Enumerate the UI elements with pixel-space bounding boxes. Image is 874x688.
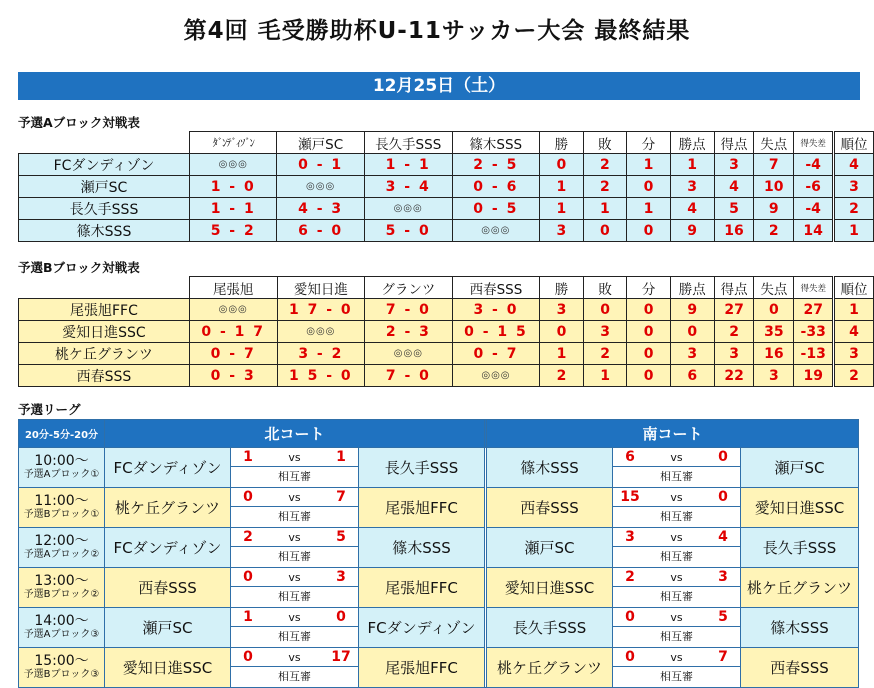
team-name: 篠木SSS <box>741 608 859 648</box>
stat-cell: 0 <box>583 220 627 242</box>
column-header: 得点 <box>714 277 754 299</box>
match-format: 20分-5分-20分 <box>19 420 105 448</box>
away-score: 7 <box>336 489 346 505</box>
stat-cell: 16 <box>754 343 794 365</box>
kickoff-time <box>19 448 105 488</box>
stat-cell: 1 <box>540 343 584 365</box>
column-header: 尾張旭 <box>189 277 277 299</box>
home-score: 15 <box>620 489 640 505</box>
column-header: 失点 <box>754 132 794 154</box>
stat-cell: 3 <box>834 176 874 198</box>
column-header: 勝 <box>540 277 584 299</box>
match-score: 6 - 0 <box>277 220 364 242</box>
match-result <box>613 648 741 688</box>
team-name: 西春SSS <box>105 568 231 608</box>
home-score: 2 <box>625 569 635 585</box>
stat-cell: 1 <box>834 220 874 242</box>
stat-cell: 1 <box>627 154 671 176</box>
league-heading: 予選リーグ <box>18 402 81 417</box>
kickoff-time <box>19 568 105 608</box>
referee-label: 相互審 <box>660 670 693 683</box>
column-header: 長久手SSS <box>364 132 452 154</box>
stat-cell: 1 <box>583 365 627 387</box>
self-match-cell: ◎◎◎ <box>277 176 364 198</box>
away-score: 0 <box>336 609 346 625</box>
stat-cell: 3 <box>583 321 627 343</box>
vs-label: vs <box>670 570 683 584</box>
column-header: グランツ <box>365 277 452 299</box>
time-label: 13:00～ <box>34 572 89 589</box>
stat-cell: -6 <box>794 176 834 198</box>
schedule-row <box>19 568 859 608</box>
home-score: 0 <box>243 569 253 585</box>
schedule-row <box>19 448 859 488</box>
stat-cell: 2 <box>714 321 754 343</box>
block-b-table <box>18 276 874 387</box>
referee-label: 相互審 <box>278 590 311 603</box>
away-score: 7 <box>718 649 728 665</box>
match-score: 0 - 6 <box>452 176 540 198</box>
self-match-cell: ◎◎◎ <box>365 343 452 365</box>
group-label: 予選Bブロック③ <box>23 668 100 680</box>
referee-label: 相互審 <box>660 550 693 563</box>
team-name: 愛知日進SSC <box>19 321 190 343</box>
time-label: 15:00～ <box>34 652 89 669</box>
stat-cell: -4 <box>794 198 834 220</box>
away-score: 5 <box>718 609 728 625</box>
away-score: 5 <box>336 529 346 545</box>
stat-cell: 0 <box>754 299 794 321</box>
stat-cell: 9 <box>670 299 714 321</box>
team-name: 篠木SSS <box>359 528 485 568</box>
team-name: 愛知日進SSC <box>487 568 613 608</box>
vs-label: vs <box>288 570 301 584</box>
stat-cell: 1 <box>583 198 627 220</box>
column-header: 失点 <box>754 277 794 299</box>
table-row <box>19 198 874 220</box>
stat-cell: 6 <box>670 365 714 387</box>
stat-cell: 4 <box>714 176 754 198</box>
column-header: 得点 <box>714 132 754 154</box>
team-name: 尾張旭FFC <box>359 568 485 608</box>
column-header: 篠木SSS <box>452 132 540 154</box>
date-banner: 12月25日（土） <box>18 72 860 100</box>
home-score: 0 <box>625 649 635 665</box>
stat-cell: 1 <box>670 154 714 176</box>
match-result <box>231 448 359 488</box>
stat-cell: -33 <box>794 321 834 343</box>
stat-cell: 22 <box>714 365 754 387</box>
time-label: 10:00～ <box>34 452 89 469</box>
match-score: 7 - 0 <box>365 365 452 387</box>
match-score: 3 - 4 <box>364 176 452 198</box>
column-header: 勝点 <box>670 277 714 299</box>
away-score: 3 <box>718 569 728 585</box>
match-result <box>231 488 359 528</box>
stat-cell: 2 <box>540 365 584 387</box>
match-score: 0 - 7 <box>189 343 277 365</box>
kickoff-time <box>19 608 105 648</box>
time-label: 11:00～ <box>34 492 89 509</box>
team-name: FCダンディゾン <box>105 528 231 568</box>
match-score: 0 - 7 <box>452 343 540 365</box>
team-name: 瀬戸SC <box>741 448 859 488</box>
stat-cell: -4 <box>794 154 834 176</box>
match-score: 3 - 0 <box>452 299 540 321</box>
stat-cell: 0 <box>627 176 671 198</box>
team-name: 瀬戸SC <box>105 608 231 648</box>
schedule-row <box>19 648 859 688</box>
stat-cell: 2 <box>583 154 627 176</box>
referee-label: 相互審 <box>278 470 311 483</box>
kickoff-time <box>19 648 105 688</box>
team-name: 長久手SSS <box>19 198 190 220</box>
column-header: 得失差 <box>794 277 834 299</box>
self-match-cell: ◎◎◎ <box>364 198 452 220</box>
vs-label: vs <box>288 650 301 664</box>
away-score: 1 <box>336 449 346 465</box>
stat-cell: 27 <box>714 299 754 321</box>
match-score: 0 - 1 <box>277 154 364 176</box>
stat-cell: -13 <box>794 343 834 365</box>
match-result <box>231 608 359 648</box>
group-label: 予選Aブロック① <box>23 468 100 480</box>
page-title: 第4回 毛受勝助杯U-11サッカー大会 最終結果 <box>183 18 691 44</box>
column-header: 西春SSS <box>452 277 540 299</box>
team-name: 篠木SSS <box>19 220 190 242</box>
self-match-cell: ◎◎◎ <box>452 220 540 242</box>
stat-cell: 19 <box>794 365 834 387</box>
stat-cell: 3 <box>834 343 874 365</box>
stat-cell: 9 <box>670 220 714 242</box>
column-header: 分 <box>627 277 671 299</box>
team-name: FCダンディゾン <box>359 608 485 648</box>
kickoff-time <box>19 488 105 528</box>
referee-label: 相互審 <box>278 510 311 523</box>
stat-cell: 0 <box>627 365 671 387</box>
team-name: FCダンディゾン <box>105 448 231 488</box>
column-header: 順位 <box>834 132 874 154</box>
column-header: 勝 <box>540 132 584 154</box>
away-score: 3 <box>336 569 346 585</box>
stat-cell: 0 <box>540 321 584 343</box>
time-label: 14:00～ <box>34 612 89 629</box>
table-row <box>19 176 874 198</box>
match-score: 1 - 0 <box>190 176 277 198</box>
schedule-row <box>19 488 859 528</box>
group-label: 予選Aブロック② <box>23 548 100 560</box>
referee-label: 相互審 <box>278 630 311 643</box>
south-court-header: 南コート <box>487 420 859 448</box>
match-score: 0 - 1 7 <box>189 321 277 343</box>
table-corner <box>19 277 190 299</box>
team-name: 長久手SSS <box>741 528 859 568</box>
block-a-heading: 予選Aブロック対戦表 <box>18 115 140 130</box>
team-name: 桃ケ丘グランツ <box>487 648 613 688</box>
referee-label: 相互審 <box>278 670 311 683</box>
match-result <box>613 488 741 528</box>
self-match-cell: ◎◎◎ <box>190 154 277 176</box>
match-score: 2 - 5 <box>452 154 540 176</box>
column-header: ﾀﾞﾝﾃﾞｨｿﾞﾝ <box>190 132 277 154</box>
match-score: 0 - 5 <box>452 198 540 220</box>
column-header: 順位 <box>834 277 874 299</box>
schedule-row <box>19 528 859 568</box>
home-score: 0 <box>625 609 635 625</box>
match-score: 0 - 3 <box>189 365 277 387</box>
stat-cell: 3 <box>714 343 754 365</box>
team-name: 尾張旭FFC <box>19 299 190 321</box>
away-score: 17 <box>331 649 351 665</box>
stat-cell: 9 <box>754 198 794 220</box>
column-header: 勝点 <box>670 132 714 154</box>
stat-cell: 7 <box>754 154 794 176</box>
home-score: 1 <box>243 609 253 625</box>
match-result <box>613 608 741 648</box>
team-name: 桃ケ丘グランツ <box>19 343 190 365</box>
vs-label: vs <box>670 530 683 544</box>
column-header: 敗 <box>583 132 627 154</box>
table-row <box>19 299 874 321</box>
home-score: 3 <box>625 529 635 545</box>
match-score: 5 - 2 <box>190 220 277 242</box>
referee-label: 相互審 <box>660 590 693 603</box>
match-result <box>231 528 359 568</box>
match-score: 0 - 1 5 <box>452 321 540 343</box>
match-score: 1 7 - 0 <box>277 299 365 321</box>
stat-cell: 1 <box>540 198 584 220</box>
stat-cell: 16 <box>714 220 754 242</box>
home-score: 0 <box>243 489 253 505</box>
vs-label: vs <box>288 610 301 624</box>
match-score: 2 - 3 <box>365 321 452 343</box>
stat-cell: 2 <box>583 176 627 198</box>
stat-cell: 2 <box>834 198 874 220</box>
table-row <box>19 365 874 387</box>
referee-label: 相互審 <box>660 630 693 643</box>
match-score: 4 - 3 <box>277 198 364 220</box>
team-name: 西春SSS <box>19 365 190 387</box>
stat-cell: 4 <box>670 198 714 220</box>
stat-cell: 4 <box>834 154 874 176</box>
team-name: 桃ケ丘グランツ <box>741 568 859 608</box>
column-header: 敗 <box>583 277 627 299</box>
stat-cell: 3 <box>670 176 714 198</box>
vs-label: vs <box>670 650 683 664</box>
home-score: 2 <box>243 529 253 545</box>
column-header: 分 <box>627 132 671 154</box>
match-result <box>231 648 359 688</box>
stat-cell: 2 <box>754 220 794 242</box>
group-label: 予選Aブロック③ <box>23 628 100 640</box>
schedule-row <box>19 608 859 648</box>
column-header: 得失差 <box>794 132 834 154</box>
team-name: 桃ケ丘グランツ <box>105 488 231 528</box>
stat-cell: 0 <box>627 343 671 365</box>
stat-cell: 3 <box>540 220 584 242</box>
table-row <box>19 154 874 176</box>
match-score: 5 - 0 <box>364 220 452 242</box>
team-name: 尾張旭FFC <box>359 488 485 528</box>
group-label: 予選Bブロック② <box>23 588 100 600</box>
vs-label: vs <box>288 490 301 504</box>
team-name: 篠木SSS <box>487 448 613 488</box>
referee-label: 相互審 <box>278 550 311 563</box>
stat-cell: 3 <box>754 365 794 387</box>
team-name: 瀬戸SC <box>19 176 190 198</box>
stat-cell: 4 <box>834 321 874 343</box>
stat-cell: 1 <box>540 176 584 198</box>
match-score: 7 - 0 <box>365 299 452 321</box>
referee-label: 相互審 <box>660 470 693 483</box>
away-score: 0 <box>718 449 728 465</box>
match-result <box>613 568 741 608</box>
stat-cell: 3 <box>670 343 714 365</box>
north-court-header: 北コート <box>105 420 485 448</box>
match-result <box>231 568 359 608</box>
stat-cell: 1 <box>627 198 671 220</box>
column-header: 愛知日進 <box>277 277 365 299</box>
table-row <box>19 321 874 343</box>
stat-cell: 2 <box>834 365 874 387</box>
table-row <box>19 343 874 365</box>
vs-label: vs <box>288 530 301 544</box>
stat-cell: 0 <box>627 299 671 321</box>
self-match-cell: ◎◎◎ <box>277 321 365 343</box>
referee-label: 相互審 <box>660 510 693 523</box>
kickoff-time <box>19 528 105 568</box>
match-result <box>613 528 741 568</box>
away-score: 4 <box>718 529 728 545</box>
time-label: 12:00～ <box>34 532 89 549</box>
column-header: 瀬戸SC <box>277 132 364 154</box>
team-name: 愛知日進SSC <box>741 488 859 528</box>
self-match-cell: ◎◎◎ <box>452 365 540 387</box>
match-result <box>613 448 741 488</box>
home-score: 0 <box>243 649 253 665</box>
self-match-cell: ◎◎◎ <box>189 299 277 321</box>
vs-label: vs <box>288 450 301 464</box>
block-a-table <box>18 131 874 242</box>
stat-cell: 0 <box>583 299 627 321</box>
stat-cell: 2 <box>583 343 627 365</box>
stat-cell: 3 <box>540 299 584 321</box>
table-corner <box>19 132 190 154</box>
match-score: 1 - 1 <box>364 154 452 176</box>
league-schedule-table <box>18 419 859 688</box>
team-name: 瀬戸SC <box>487 528 613 568</box>
stat-cell: 1 <box>834 299 874 321</box>
stat-cell: 27 <box>794 299 834 321</box>
stat-cell: 35 <box>754 321 794 343</box>
home-score: 1 <box>243 449 253 465</box>
stat-cell: 5 <box>714 198 754 220</box>
team-name: 長久手SSS <box>359 448 485 488</box>
vs-label: vs <box>670 450 683 464</box>
team-name: FCダンディゾン <box>19 154 190 176</box>
block-b-heading: 予選Bブロック対戦表 <box>18 260 140 275</box>
match-score: 1 5 - 0 <box>277 365 365 387</box>
stat-cell: 3 <box>714 154 754 176</box>
team-name: 西春SSS <box>741 648 859 688</box>
stat-cell: 0 <box>627 220 671 242</box>
stat-cell: 0 <box>627 321 671 343</box>
away-score: 0 <box>718 489 728 505</box>
table-row <box>19 220 874 242</box>
match-score: 3 - 2 <box>277 343 365 365</box>
match-score: 1 - 1 <box>190 198 277 220</box>
group-label: 予選Bブロック① <box>23 508 100 520</box>
team-name: 長久手SSS <box>487 608 613 648</box>
stat-cell: 0 <box>670 321 714 343</box>
vs-label: vs <box>670 610 683 624</box>
stat-cell: 0 <box>540 154 584 176</box>
stat-cell: 14 <box>794 220 834 242</box>
team-name: 西春SSS <box>487 488 613 528</box>
home-score: 6 <box>625 449 635 465</box>
vs-label: vs <box>670 490 683 504</box>
team-name: 尾張旭FFC <box>359 648 485 688</box>
team-name: 愛知日進SSC <box>105 648 231 688</box>
stat-cell: 10 <box>754 176 794 198</box>
